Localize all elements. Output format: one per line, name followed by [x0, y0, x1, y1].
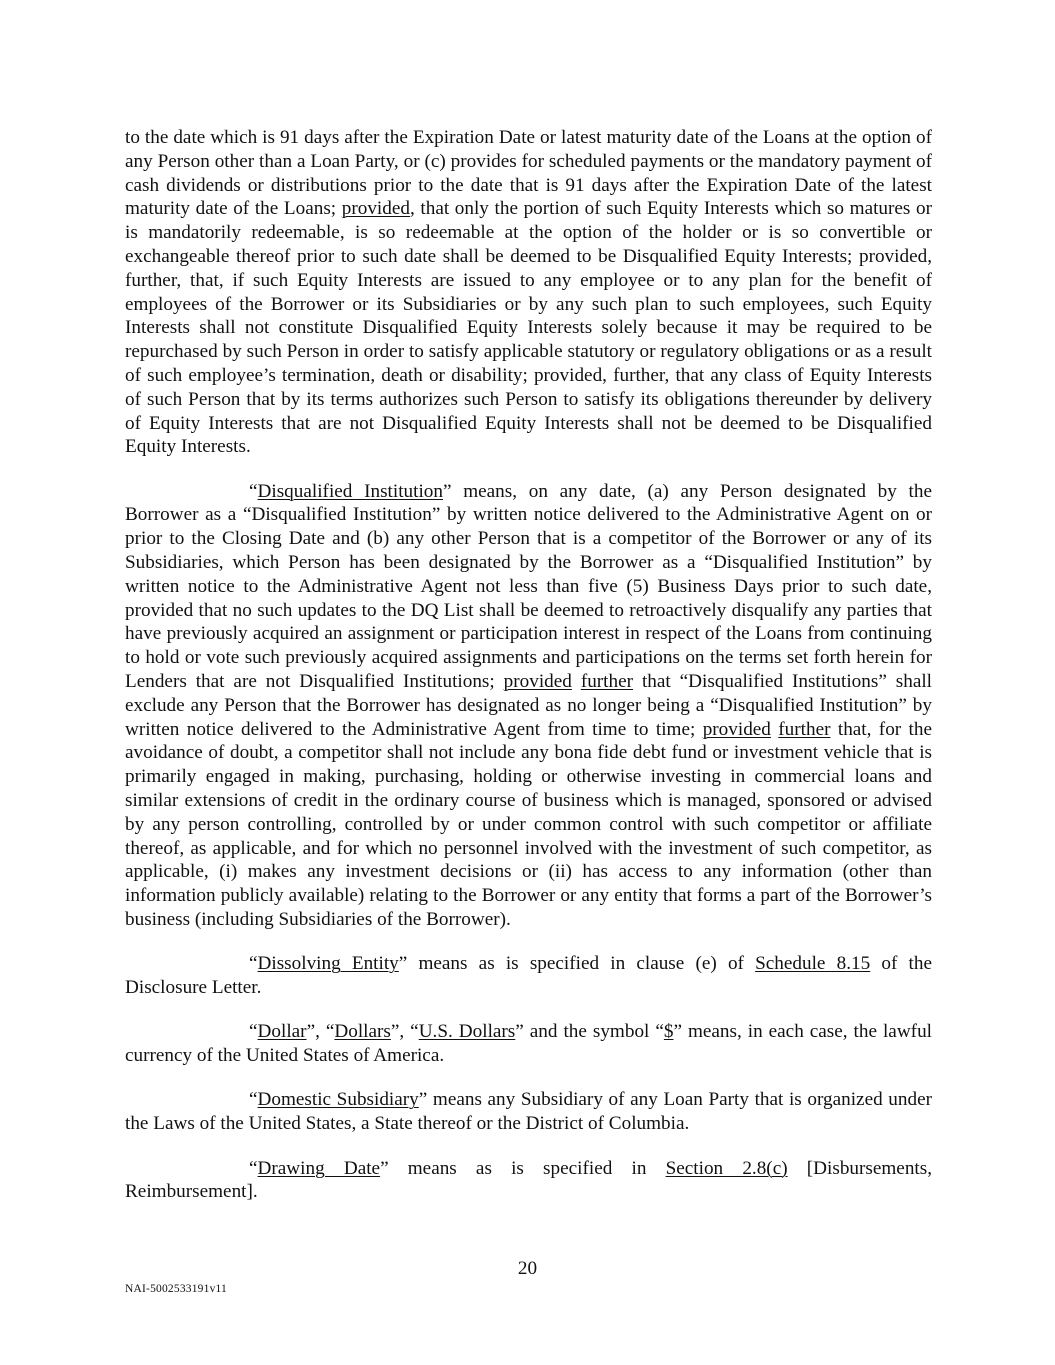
defined-term: $: [663, 1021, 674, 1043]
text-run: ”, “: [390, 1021, 419, 1043]
underlined-word: further: [580, 671, 634, 693]
text-run: ” means any Subsidiary of any Loan Party that is organized under the Laws of the United States, a State thereof or the District of Columbia.: [125, 1089, 932, 1135]
definition-domestic-subsidiary: [125, 1088, 932, 1136]
quote-mark: “: [249, 1089, 258, 1111]
quote-mark: “: [249, 1021, 258, 1043]
quote-mark: “: [249, 953, 258, 975]
defined-term: Dollars: [334, 1021, 391, 1043]
paragraph-disqualified-equity-continuation: [125, 126, 932, 459]
cross-reference: Schedule 8.15: [755, 953, 871, 975]
underlined-word: provided: [702, 718, 771, 740]
definition-disqualified-institution: [125, 480, 932, 932]
text-run: ” means, on any date, (a) any Person designated by the Borrower as a “Disqualified Institution” by written notice delivered to the Administrative Agent on or prior to the Closing Date and (b) any other Person that is a competitor of the Borrower or any of its Subsidiaries, which Person has been designated by the Borrower as a “Disqualified Institution” by written notice to the Administrative Agent not less than five (5) Business Days prior to such date, provided that no such updates to the DQ List shall be deemed to retroactively disqualify any parties that have previously acquired an assignment or participation interest in respect of the Loans from continuing to hold or vote such previously acquired assignments and participations on the terms set forth herein for Lenders that are not Disqualified Institutions;: [125, 480, 932, 693]
page-number: 20: [517, 1258, 538, 1279]
text-run: ” and the symbol “: [515, 1021, 664, 1043]
defined-term: Dollar: [257, 1021, 307, 1043]
underlined-word: further: [778, 718, 831, 740]
underlined-word: provided: [503, 671, 572, 693]
text-run: of the Disclosure Letter.: [125, 953, 932, 999]
document-id-footer: NAI-5002533191v11: [125, 1283, 227, 1295]
definition-drawing-date: [125, 1157, 932, 1205]
document-body: [125, 126, 932, 1225]
text-run: ” means as is specified in: [380, 1157, 666, 1179]
defined-term: Disqualified Institution: [257, 480, 443, 502]
quote-mark: “: [249, 1157, 258, 1179]
text-run: that, for the avoidance of doubt, a competitor shall not include any bona fide debt fund or investment vehicle that is primarily engaged in making, purchasing, holding or otherwise investing in commercial loans and similar extensions of credit in the ordinary course of business which is managed, sponsored or advised by any person controlling, controlled by or under common control with such competitor or affiliate thereof, as applicable, and for which no personnel involved with the investment of such competitor, as applicable, (i) makes any investment decisions or (ii) has access to any information (other than information publicly available) relating to the Borrower or any entity that forms a part of the Borrower’s business (including Subsidiaries of the Borrower).: [125, 718, 932, 930]
text-run: that “Disqualified Institutions” shall exclude any Person that the Borrower has designated as no longer being a “Disqualified Institution” by written notice delivered to the Administrative Agent from time to time;: [125, 671, 933, 740]
text-run: ” means as is specified in clause (e) of: [398, 953, 756, 975]
cross-reference: Section 2.8(c): [665, 1157, 788, 1179]
text-run: ”, “: [306, 1021, 335, 1043]
defined-term: Domestic Subsidiary: [257, 1089, 419, 1111]
text-run: , that only the portion of such Equity Interests which so matures or is mandatorily redeemable, is so redeemable at the option of the holder or is so convertible or exchangeable thereof prior to such date shall be deemed to be Disqualified Equity Interests; provided, further, that, if such Equity Interests are issued to any employee or to any plan for the benefit of employees of the Borrower or its Subsidiaries or by any such plan to such employees, such Equity Interests shall not constitute Disqualified Equity Interests solely because it may be required to be repurchased by such Person in order to satisfy applicable statutory or regulatory obligations or as a result of such employee’s termination, death or disability; provided, further, that any class of Equity Interests of such Person that by its terms authorizes such Person to satisfy its obligations thereunder by delivery of Equity Interests that are not Disqualified Equity Interests shall not be deemed to be Disqualified Equity Interests.: [125, 198, 932, 458]
text-run: ” means, in each case, the lawful currency of the United States of America.: [125, 1021, 932, 1067]
defined-term: Dissolving Entity: [257, 953, 399, 975]
quote-mark: “: [249, 480, 258, 502]
text-run: to the date which is 91 days after the Expiration Date or latest maturity date of the Loans at the option of any Person other than a Loan Party, or (c) provides for scheduled payments or the mandatory payment of cash dividends or distributions prior to the date that is 91 days after the Expiration Date of the latest maturity date of the Loans;: [125, 127, 932, 220]
text-run: [Disbursements, Reimbursement].: [125, 1157, 933, 1203]
definition-dollar: [125, 1020, 932, 1068]
underlined-word: provided: [341, 198, 410, 220]
defined-term: U.S. Dollars: [418, 1021, 516, 1043]
definition-dissolving-entity: [125, 952, 932, 1000]
defined-term: Drawing Date: [257, 1157, 381, 1179]
word-space: [572, 671, 581, 692]
